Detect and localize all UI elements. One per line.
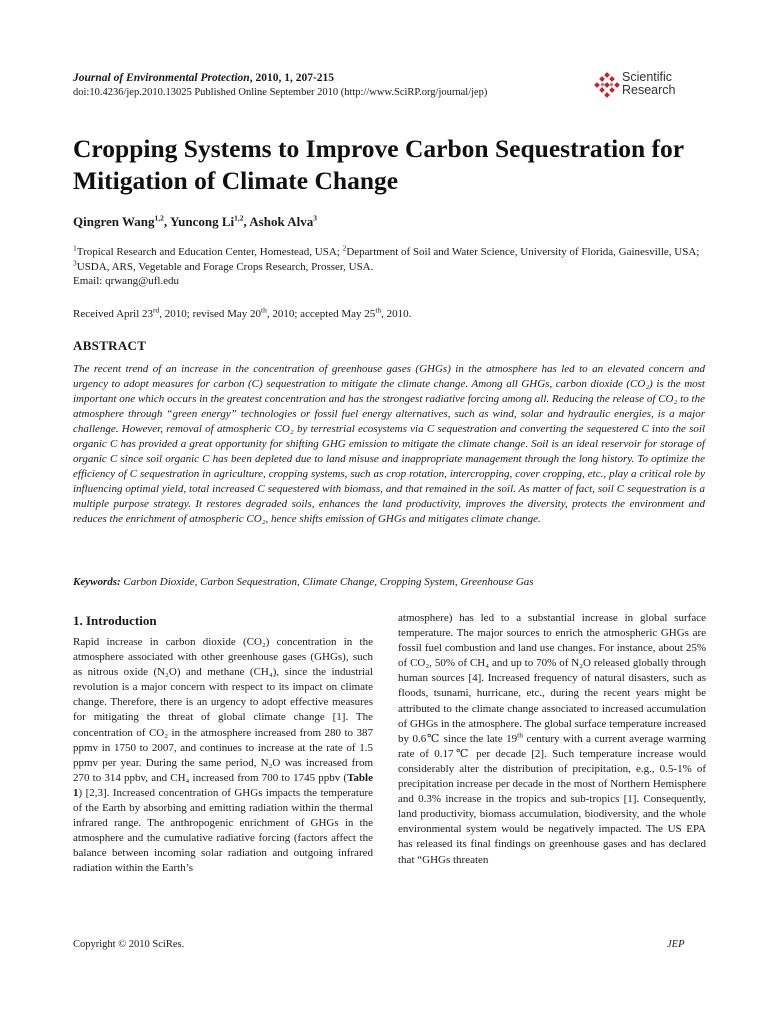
keywords-list: Carbon Dioxide, Carbon Sequestration, Climate Change, Cropping System, Greenhouse Gas xyxy=(120,576,534,588)
author-list xyxy=(73,214,317,230)
journal-name: Journal of Environmental Protection xyxy=(73,72,250,84)
received-date: Received April 23 xyxy=(73,308,154,320)
abstract-text: The recent trend of an increase in the concentration of greenhouse gases (GHGs) in the atmosphere has led to an elevated concern and urgency to adopt measures for carbon (C) sequestration to mitigate the climate change. Among all GHGs, carbon dioxide (CO₂) is the most important one which occurs in the greatest concentration and has the strongest radiative forcing among all. Reducing the release of CO₂ to the atmosphere through “green energy” technologies or fossil fuel energy alternatives, such as wind, solar and hydraulic energies, is a major challenge. However, removal of atmospheric CO₂ by terrestrial ecosystems via C sequestration and converting the sequestered C into the soil organic C has provided a great opportunity for shifting GHG emission to mitigate the climate change. Soil is an ideal reservoir for storage of organic C since soil organic C has been depleted due to land misuse and inappropriate management through the long history. To optimize the efficiency of C sequestration in agriculture, cropping systems, such as crop rotation, intercropping, cover cropping, etc., play a critical role by influencing optimal yield, total increased C sequestered with biomass, and that remained in the soil. As matter of fact, soil C sequestration is a multiple purpose strategy. It restores degraded soils, enhances the land productivity, improves the diversity, protects the environment and reduces the enrichment of atmospheric CO₂, hence shifts emission of GHGs and mitigates climate change. xyxy=(73,363,705,525)
author-name: Ashok Alva xyxy=(249,214,314,229)
affiliation: Department of Soil and Water Science, University of Florida, Gainesville, USA; xyxy=(346,246,700,258)
author-separator: , xyxy=(243,214,250,229)
date-ordinal: th xyxy=(261,305,267,315)
keywords-label: Keywords: xyxy=(73,576,121,588)
author-email: Email: qrwang@ufl.edu xyxy=(73,275,180,287)
footer-copyright: Copyright © 2010 SciRes. xyxy=(73,939,185,950)
author-affil-sup: 1,2 xyxy=(154,213,164,223)
author-affil-sup: 3 xyxy=(313,213,317,223)
submission-dates xyxy=(73,307,411,321)
logo-text-line2: Research xyxy=(622,83,676,97)
scientific-research-logo-icon xyxy=(594,72,620,98)
intro-column-left xyxy=(73,635,373,877)
logo-text-line1: Scientific xyxy=(622,70,673,84)
intro-left-text: Rapid increase in carbon dioxide (CO₂) concentration in the atmosphere associated with other greenhouse gases (GHGs), such as nitrous oxide (N₂O) and methane (CH₄), since the industrial revolution is a major concern with respect to its impact on climate change. Therefore, there is an urgency to adopt effective measures for mitigating the threat of global climate change [1]. The concentration of CO₂ in the atmosphere increased from 280 to 387 ppmv in 1750 to 2007, and continues to increase at the rate of 1.5 ppmv per year. During the same period, N₂O was increased from 270 to 314 ppbv, and CH₄ increased from 700 to 1745 ppbv ( xyxy=(73,636,373,784)
intro-right-text-cont: century with a current average warming rate of 0.17℃ per decade [2]. Such temperature increase would considerably alter the distribution of precipitation, e.g., 0.5-1% of precipitation increase per decade in the most of Northern Hemisphere and 0.3% increase in the tropics and sub-tropics [1]. Consequently, land productivity, biomass accumulation, biodiversity, and the whole environmental system would be negatively impacted. The US EPA has released its final findings on greenhouse gases and has declared that “GHGs threaten xyxy=(398,732,706,866)
doi-line: doi:10.4236/jep.2010.13025 Published Online September 2010 (http://www.SciRP.org/journal/jep) xyxy=(73,87,488,98)
date-ordinal: th xyxy=(375,305,382,315)
affil-sup: 1 xyxy=(73,243,77,253)
affil-sup: 2 xyxy=(342,243,347,253)
paper-title: Cropping Systems to Improve Carbon Sequestration for Mitigation of Climate Change xyxy=(73,134,684,195)
author-name: Qingren Wang xyxy=(73,214,155,229)
intro-left-text-cont: ) [2,3]. Increased concentration of GHGs impacts the temperature of the Earth by absorbing and emitting radiation within the thermal infrared range. The anthropogenic enrichment of GHGs in the atmosphere and the cumulative radiative forcing (factors affect the balance between incoming solar radiation and outgoing infrared radiation within the Earth’s xyxy=(73,786,373,875)
journal-citation xyxy=(73,71,334,85)
journal-volume: , 2010, 1, 207-215 xyxy=(249,72,335,84)
abstract-heading: ABSTRACT xyxy=(73,338,147,353)
revised-date: , 2010; revised May 20 xyxy=(159,308,262,320)
author-affil-sup: 1,2 xyxy=(234,213,244,223)
century-ordinal: th xyxy=(517,730,523,740)
keywords xyxy=(73,575,705,589)
author-name: Yuncong Li xyxy=(169,214,235,229)
intro-right-text: atmosphere) has led to a substantial increase in global surface temperature. The major sources to enrich the atmospheric GHGs are fossil fuel combustion and land use changes. For instance, about 25% of CO₂, 50% of CH₄ and up to 70% of N₂O released globally through human sources [4]. Increased frequency of natural disasters, such as floods, tsunami, hurricane, etc., during the recent years might be attributed to the climate change associated to increased accumulation of GHGs in the atmosphere. The global surface temperature increased by 0.6℃ since the late 19 xyxy=(398,612,706,745)
footer-journal-abbr: JEP xyxy=(667,939,685,950)
affiliation: USDA, ARS, Vegetable and Forage Crops Research, Prosser, USA. xyxy=(76,260,374,273)
publisher-logo xyxy=(594,68,704,100)
table-reference-link[interactable]: Table 1 xyxy=(73,771,373,799)
affiliations xyxy=(73,245,705,289)
logo-text xyxy=(622,71,676,97)
affil-sup: 3 xyxy=(73,257,77,267)
date-end: , 2010. xyxy=(381,308,412,320)
author-separator: , xyxy=(163,214,170,229)
date-ordinal: rd xyxy=(153,305,160,315)
affiliation: Tropical Research and Education Center, Homestead, USA; xyxy=(76,246,343,258)
accepted-date: , 2010; accepted May 25 xyxy=(266,308,376,320)
section-heading: 1. Introduction xyxy=(73,613,157,628)
intro-column-right xyxy=(398,611,706,868)
